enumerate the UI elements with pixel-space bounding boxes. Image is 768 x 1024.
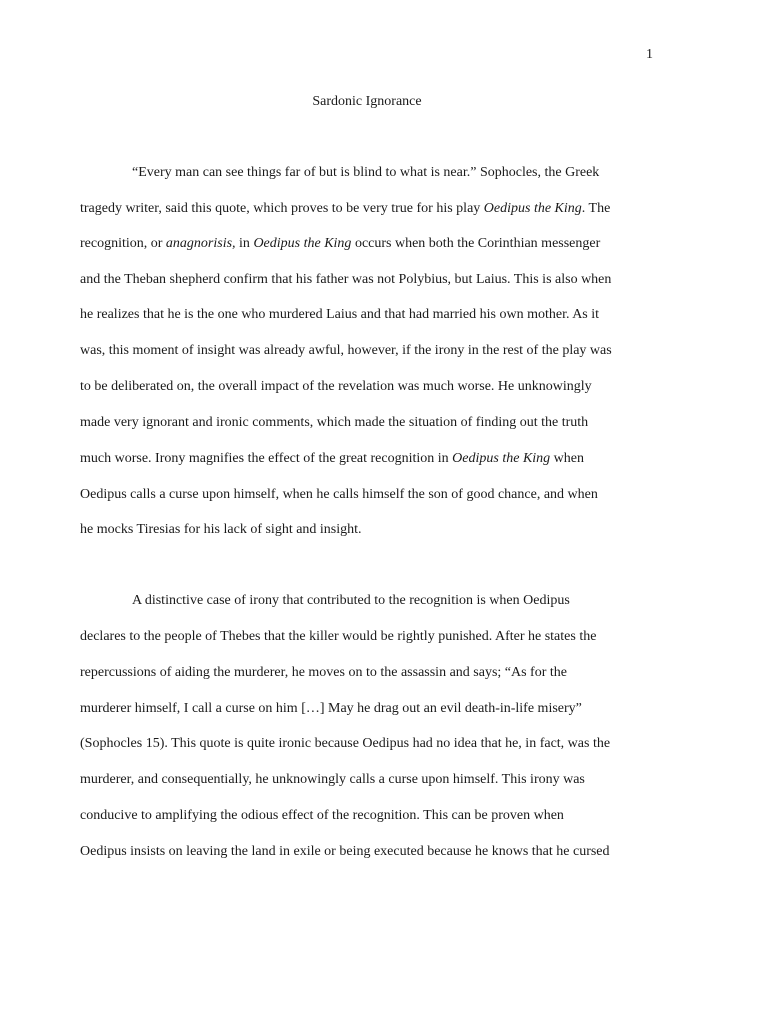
text-line: was, this moment of insight was already awful, however, if the irony in the rest of the play was <box>80 343 612 358</box>
text-span: in <box>235 236 254 251</box>
italic-title: Oedipus the King <box>253 236 352 251</box>
text-line: murderer, and consequentially, he unknowingly calls a curse upon himself. This irony was <box>80 772 585 787</box>
text-span: occurs when both the Corinthian messenger <box>351 236 601 251</box>
italic-term: anagnorisis, <box>165 236 236 251</box>
text-line: and the Theban shepherd confirm that his father was not Polybius, but Laius. This is also when <box>80 272 612 287</box>
text-line <box>80 200 610 218</box>
text-line: repercussions of aiding the murderer, he moves on to the assassin and says; “As for the <box>80 665 567 680</box>
text-line: made very ignorant and ironic comments, which made the situation of finding out the truth <box>80 415 589 430</box>
text-line: he mocks Tiresias for his lack of sight and insight. <box>80 522 362 537</box>
italic-title: Oedipus the King <box>483 201 582 216</box>
text-line: to be deliberated on, the overall impact of the revelation was much worse. He unknowingly <box>80 379 592 394</box>
text-line: declares to the people of Thebes that the killer would be rightly punished. After he states the <box>80 629 597 644</box>
document-title: Sardonic Ignorance <box>312 94 422 109</box>
text-line: (Sophocles 15). This quote is quite ironic because Oedipus had no idea that he, in fact, was the <box>80 736 611 751</box>
text-line: Oedipus insists on leaving the land in exile or being executed because he knows that he cursed <box>80 844 610 859</box>
text-span: . The <box>581 201 611 216</box>
text-line: Oedipus calls a curse upon himself, when he calls himself the son of good chance, and when <box>80 487 598 502</box>
text-line: conducive to amplifying the odious effect of the recognition. This can be proven when <box>80 808 564 823</box>
text-line: murderer himself, I call a curse on him […] May he drag out an evil death-in-life misery” <box>80 701 582 716</box>
text-line <box>80 450 584 468</box>
italic-title: Oedipus the King <box>452 451 551 466</box>
text-span: when <box>550 451 584 466</box>
text-line <box>80 235 600 253</box>
text-span: much worse. Irony magnifies the effect of the great recognition in <box>80 451 453 466</box>
text-line: “Every man can see things far of but is blind to what is near.” Sophocles, the Greek <box>132 165 600 180</box>
text-span: tragedy writer, said this quote, which proves to be very true for his play <box>80 201 484 216</box>
text-line: he realizes that he is the one who murdered Laius and that had married his own mother. As it <box>80 307 600 322</box>
page-number: 1 <box>646 47 653 62</box>
text-span: recognition, or <box>80 236 166 251</box>
text-line: A distinctive case of irony that contributed to the recognition is when Oedipus <box>132 593 570 608</box>
